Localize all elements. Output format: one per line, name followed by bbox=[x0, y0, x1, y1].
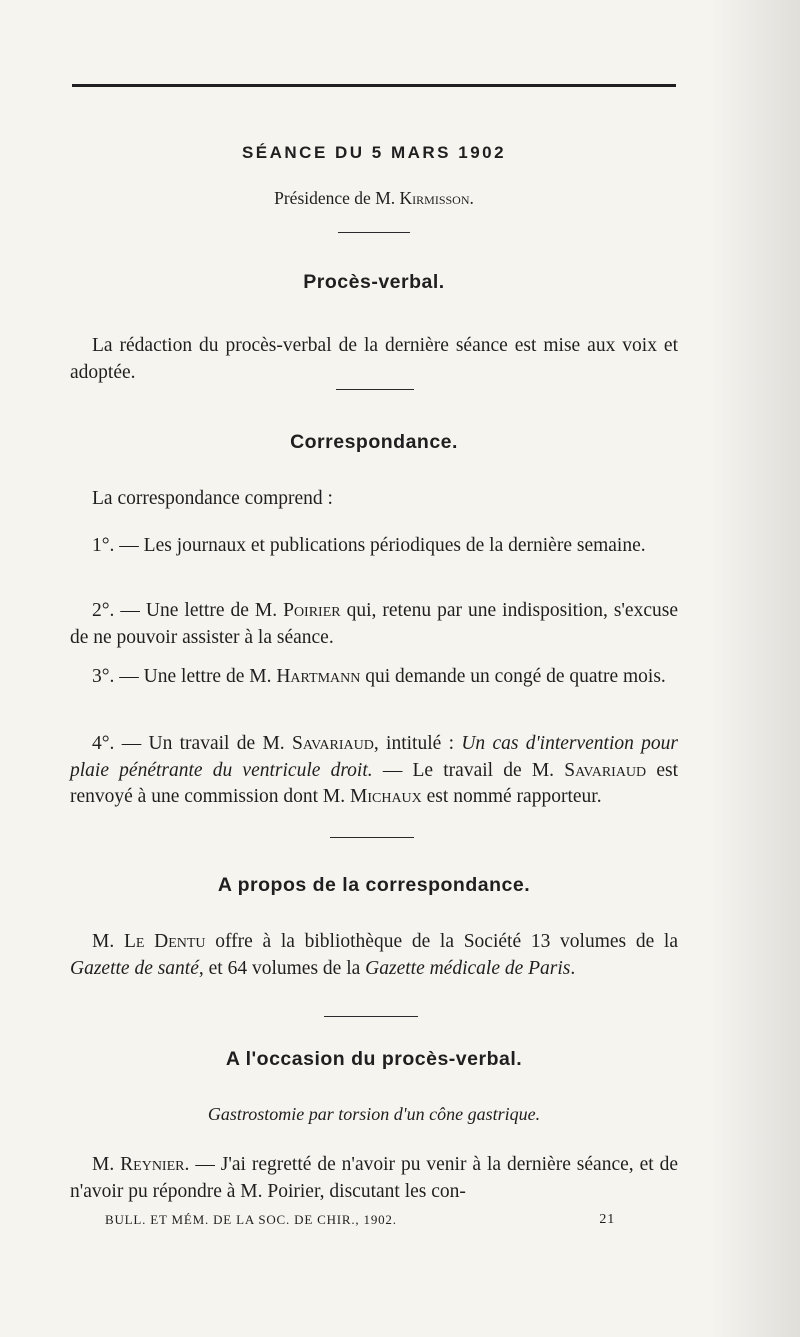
correspondance-intro: La correspondance comprend : bbox=[92, 488, 333, 509]
item-2-text: 2°. — Une lettre de M. bbox=[92, 600, 284, 621]
top-rule bbox=[72, 84, 676, 87]
section-title-correspondance: Correspondance. bbox=[290, 431, 458, 453]
section-title-occasion: A l'occasion du procès-verbal. bbox=[225, 1048, 523, 1070]
section-title-proces-verbal: Procès-verbal. bbox=[303, 271, 445, 293]
separator-rule bbox=[336, 389, 414, 390]
correspondance-item-4 bbox=[70, 731, 678, 811]
journal-gazette-medicale: Gazette médicale de Paris bbox=[365, 957, 571, 979]
a-propos-text-d: . bbox=[570, 957, 576, 979]
person-poirier: Poirier bbox=[283, 600, 341, 621]
item-3-text-end: qui demande un congé de quatre mois. bbox=[360, 666, 666, 687]
person-reynier: Reynier bbox=[120, 1154, 185, 1175]
occasion-subtitle: Gastrostomie par torsion d'un cône gastrique. bbox=[207, 1104, 541, 1124]
item-4-text-e: est nommé rapporteur. bbox=[421, 786, 602, 807]
correspondance-item-1: 1°. — Les journaux et publications périodiques de la dernière semaine. bbox=[92, 535, 646, 556]
person-savariaud-2: Savariaud bbox=[564, 759, 647, 781]
a-propos-text-c: , et 64 volumes de la bbox=[198, 957, 366, 979]
section-title-a-propos: A propos de la correspondance. bbox=[217, 874, 531, 896]
person-le-dentu: Le Dentu bbox=[123, 931, 206, 952]
occasion-text: M. bbox=[92, 1154, 121, 1175]
item-4-text: 4°. — Un travail de M. bbox=[92, 733, 292, 754]
occasion-paragraph bbox=[70, 1152, 678, 1205]
person-savariaud: Savariaud bbox=[291, 733, 374, 754]
presidency-prefix: Présidence de M. bbox=[274, 188, 400, 208]
item-3-text: 3°. — Une lettre de M. bbox=[92, 666, 277, 687]
separator-rule bbox=[324, 1016, 418, 1017]
person-hartmann: Hartmann bbox=[276, 666, 361, 687]
page-footer bbox=[105, 1212, 615, 1228]
footer-citation: BULL. ET MÉM. DE LA SOC. DE CHIR., 1902. bbox=[105, 1212, 397, 1227]
president-name: Kirmisson. bbox=[399, 188, 474, 208]
separator-rule bbox=[330, 837, 414, 838]
occasion-text-b: . — J'ai regretté de n'avoir pu venir à la dernière séance, et de n'avoir pu répondre à M. Poirier, discutant les con- bbox=[70, 1154, 678, 1202]
a-propos-paragraph bbox=[70, 929, 678, 982]
person-michaux: Michaux bbox=[350, 786, 422, 807]
page-number: 21 bbox=[599, 1212, 615, 1227]
item-2-text-end: qui, retenu par une indisposition, s'excuse de ne pouvoir assister à la séance. bbox=[70, 600, 678, 648]
presidency-line bbox=[0, 188, 748, 209]
journal-gazette-sante: Gazette de santé bbox=[70, 957, 199, 979]
separator-rule bbox=[338, 232, 410, 233]
item-4-text-c: — Le travail de M. bbox=[372, 759, 565, 781]
a-propos-text-b: offre à la bibliothèque de la Société 13 volumes de la bbox=[205, 931, 679, 952]
item-4-text-b: , intitulé : bbox=[373, 733, 462, 754]
correspondance-item-3 bbox=[70, 664, 678, 691]
proces-verbal-paragraph: La rédaction du procès-verbal de la dernière séance est mise aux voix et adoptée. bbox=[70, 335, 678, 383]
session-title: SÉANCE DU 5 MARS 1902 bbox=[241, 143, 507, 162]
correspondance-item-2 bbox=[70, 598, 678, 651]
work-title: Un cas d'intervention pour plaie pénétrante du ventricule droit. bbox=[70, 733, 679, 781]
a-propos-text: M. bbox=[92, 931, 124, 952]
item-4-text-d: est renvoyé à une commission dont M. bbox=[70, 759, 678, 807]
